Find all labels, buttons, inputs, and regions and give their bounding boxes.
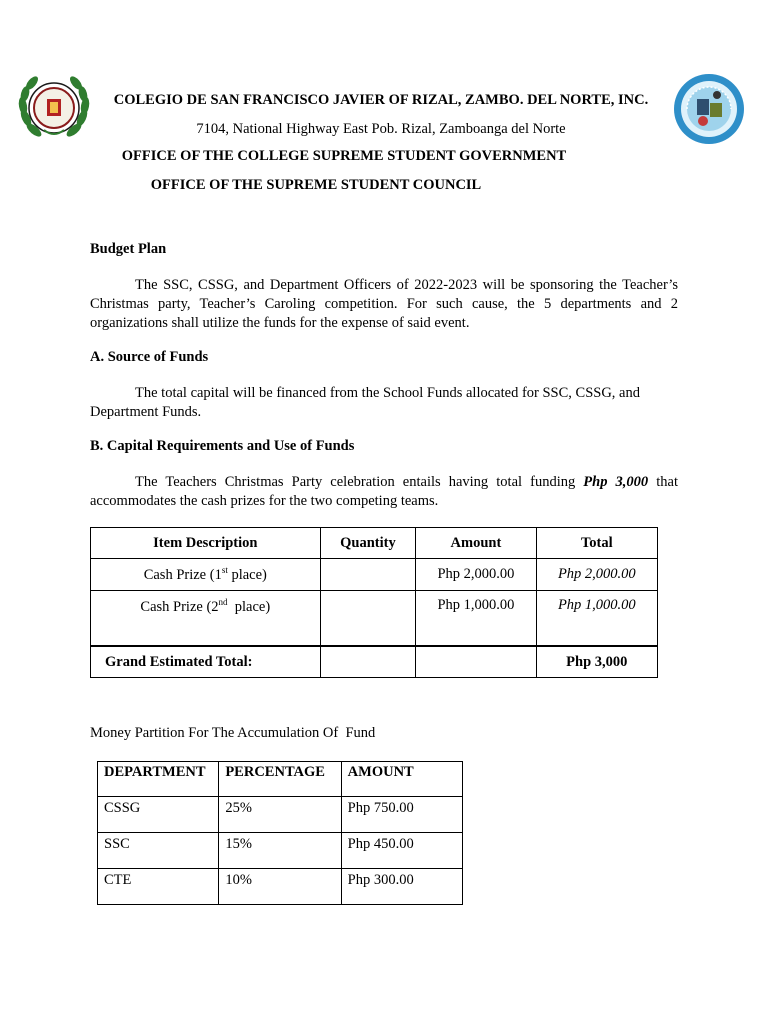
money-partition-heading: Money Partition For The Accumulation Of Fund — [90, 725, 376, 741]
department-cell: CSSG — [98, 797, 219, 833]
percentage-cell: 25% — [219, 797, 341, 833]
percentage-cell: 15% — [219, 833, 341, 869]
capital-requirements-paragraph — [90, 473, 678, 511]
paragraph-line: The total capital will be financed from the School Funds allocated for SSC, CSSG, and — [135, 385, 640, 401]
paragraph-line: Christmas party, Teacher’s Caroling competition. For such cause, the 5 departments and 2 — [90, 296, 678, 312]
amount-cell: Php 450.00 — [341, 833, 462, 869]
table-header-row — [98, 762, 463, 797]
school-name: COLEGIO DE SAN FRANCISCO JAVIER OF RIZAL, ZAMBO. DEL NORTE, INC. — [113, 92, 649, 108]
table-row — [98, 797, 463, 833]
column-header: DEPARTMENT — [98, 762, 219, 797]
paragraph-line: organizations shall utilize the funds for the expense of said event. — [90, 315, 470, 331]
school-address: 7104, National Highway East Pob. Rizal, Zamboanga del Norte — [196, 121, 566, 137]
budget-plan-paragraph — [90, 276, 678, 333]
amount-cell: Php 300.00 — [341, 869, 462, 905]
table-header-row — [91, 528, 658, 559]
office-title-cssg: OFFICE OF THE COLLEGE SUPREME STUDENT GOVERNMENT — [121, 148, 567, 164]
paragraph-line: The Teachers Christmas Party celebration entails having total funding Php 3,000 that — [135, 474, 678, 490]
quantity-cell — [320, 646, 416, 678]
table-row — [98, 869, 463, 905]
amount-cell — [416, 646, 536, 678]
department-cell: CTE — [98, 869, 219, 905]
source-of-funds-heading: A. Source of Funds — [90, 349, 209, 365]
amount-cell: Php 2,000.00 — [416, 559, 536, 591]
paragraph-line: accommodates the cash prizes for the two competing teams. — [90, 493, 439, 509]
budget-plan-heading: Budget Plan — [90, 241, 167, 257]
column-header: Total — [536, 528, 657, 559]
item-description-cell: Cash Prize (2nd place) — [91, 591, 321, 647]
office-title-ssc: OFFICE OF THE SUPREME STUDENT COUNCIL — [150, 177, 482, 193]
column-header: Item Description — [91, 528, 321, 559]
grand-total-row — [91, 646, 658, 678]
grand-total-label: Grand Estimated Total: — [91, 646, 321, 678]
column-header: PERCENTAGE — [219, 762, 341, 797]
total-cell: Php 1,000.00 — [536, 591, 657, 647]
table-row — [98, 833, 463, 869]
paragraph-line: The SSC, CSSG, and Department Officers of 2022-2023 will be sponsoring the Teacher’s — [135, 277, 678, 293]
quantity-cell — [320, 591, 416, 647]
table-row — [91, 559, 658, 591]
column-header: Quantity — [320, 528, 416, 559]
funding-amount: Php 3,000 — [583, 474, 649, 490]
department-cell: SSC — [98, 833, 219, 869]
money-partition-table — [97, 761, 463, 905]
table-row — [91, 591, 658, 647]
amount-cell: Php 1,000.00 — [416, 591, 536, 647]
quantity-cell — [320, 559, 416, 591]
grand-total-value: Php 3,000 — [536, 646, 657, 678]
column-header: Amount — [416, 528, 536, 559]
paragraph-line: Department Funds. — [90, 404, 202, 420]
item-description-cell: Cash Prize (1st place) — [91, 559, 321, 591]
capital-requirements-heading: B. Capital Requirements and Use of Funds — [90, 438, 355, 454]
percentage-cell: 10% — [219, 869, 341, 905]
amount-cell: Php 750.00 — [341, 797, 462, 833]
total-cell: Php 2,000.00 — [536, 559, 657, 591]
column-header: AMOUNT — [341, 762, 462, 797]
source-of-funds-paragraph — [90, 384, 678, 422]
capital-requirements-table — [90, 527, 658, 678]
